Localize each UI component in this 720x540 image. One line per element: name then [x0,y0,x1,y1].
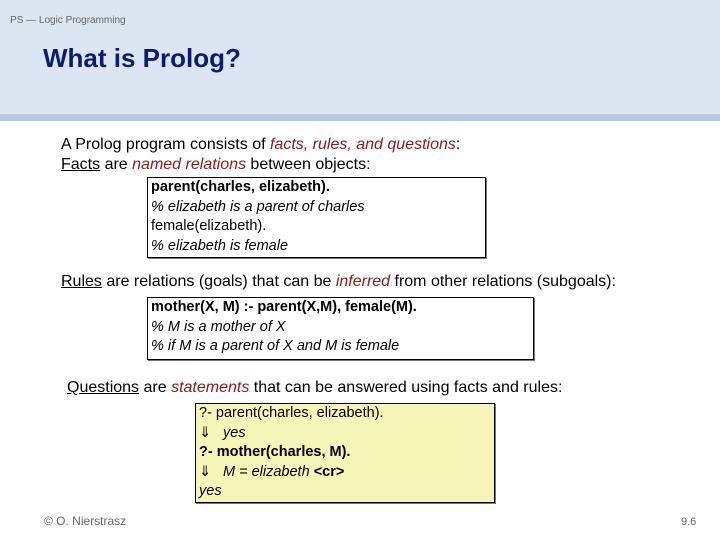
questions-suffix: that can be answered using facts and rules: [249,379,563,396]
query-line-1 [199,404,494,424]
down-arrow-icon: ⇓ [199,424,212,441]
questions-code-box [195,403,495,503]
rules-line [61,273,616,291]
questions-mid: are [139,379,172,396]
code-line: female(elizabeth). [151,218,267,234]
code-line: mother(X, M) :- parent(X,M), female(M). [151,299,417,315]
page-number: 9.6 [681,516,697,528]
code-comment: % elizabeth is a parent of charles [151,198,365,215]
copyright: © O. Nierstrasz [44,514,127,528]
code-comment: % elizabeth is female [151,237,289,254]
facts-term: Facts [61,156,101,173]
intro-suffix: : [455,136,461,153]
query-text: ?- mother(charles, M). [199,444,351,460]
down-arrow-icon: ⇓ [199,463,212,480]
facts-code-box [147,177,486,258]
query-line-2 [199,443,494,463]
answer-text: yes [223,424,246,441]
intro-line-2 [61,156,371,174]
rules-mid: are relations (goals) that can be [101,273,336,290]
course-label: PS — Logic Programming [10,15,126,26]
rules-suffix: from other relations (subgoals): [390,273,616,290]
answer-text: M = elizabeth [223,463,310,480]
answer-line-2 [199,463,494,483]
return-key: <cr> [313,463,345,480]
intro-emphasis: facts, rules, and questions [269,136,456,153]
code-comment: % if M is a parent of X and M is female [151,338,400,354]
code-line: parent(charles, elizabeth). [151,179,330,195]
code-comment: % M is a mother of X [151,318,286,335]
questions-term: Questions [67,379,140,396]
questions-emphasis: statements [171,379,250,396]
facts-suffix: between objects: [245,156,371,173]
rules-term: Rules [61,273,102,290]
answer-line-1 [199,424,494,444]
answer-line-3: yes [199,483,222,499]
facts-mid: are [100,156,133,173]
intro-line-1 [61,136,460,154]
rules-emphasis: inferred [335,273,391,290]
slide-title: What is Prolog? [43,43,241,73]
intro-text: A Prolog program consists of [61,136,270,153]
rules-code-box [147,297,534,360]
header-divider [0,114,720,121]
questions-line [67,379,562,397]
facts-emphasis: named relations [132,156,246,173]
query-text: ?- parent(charles, elizabeth). [199,405,384,421]
